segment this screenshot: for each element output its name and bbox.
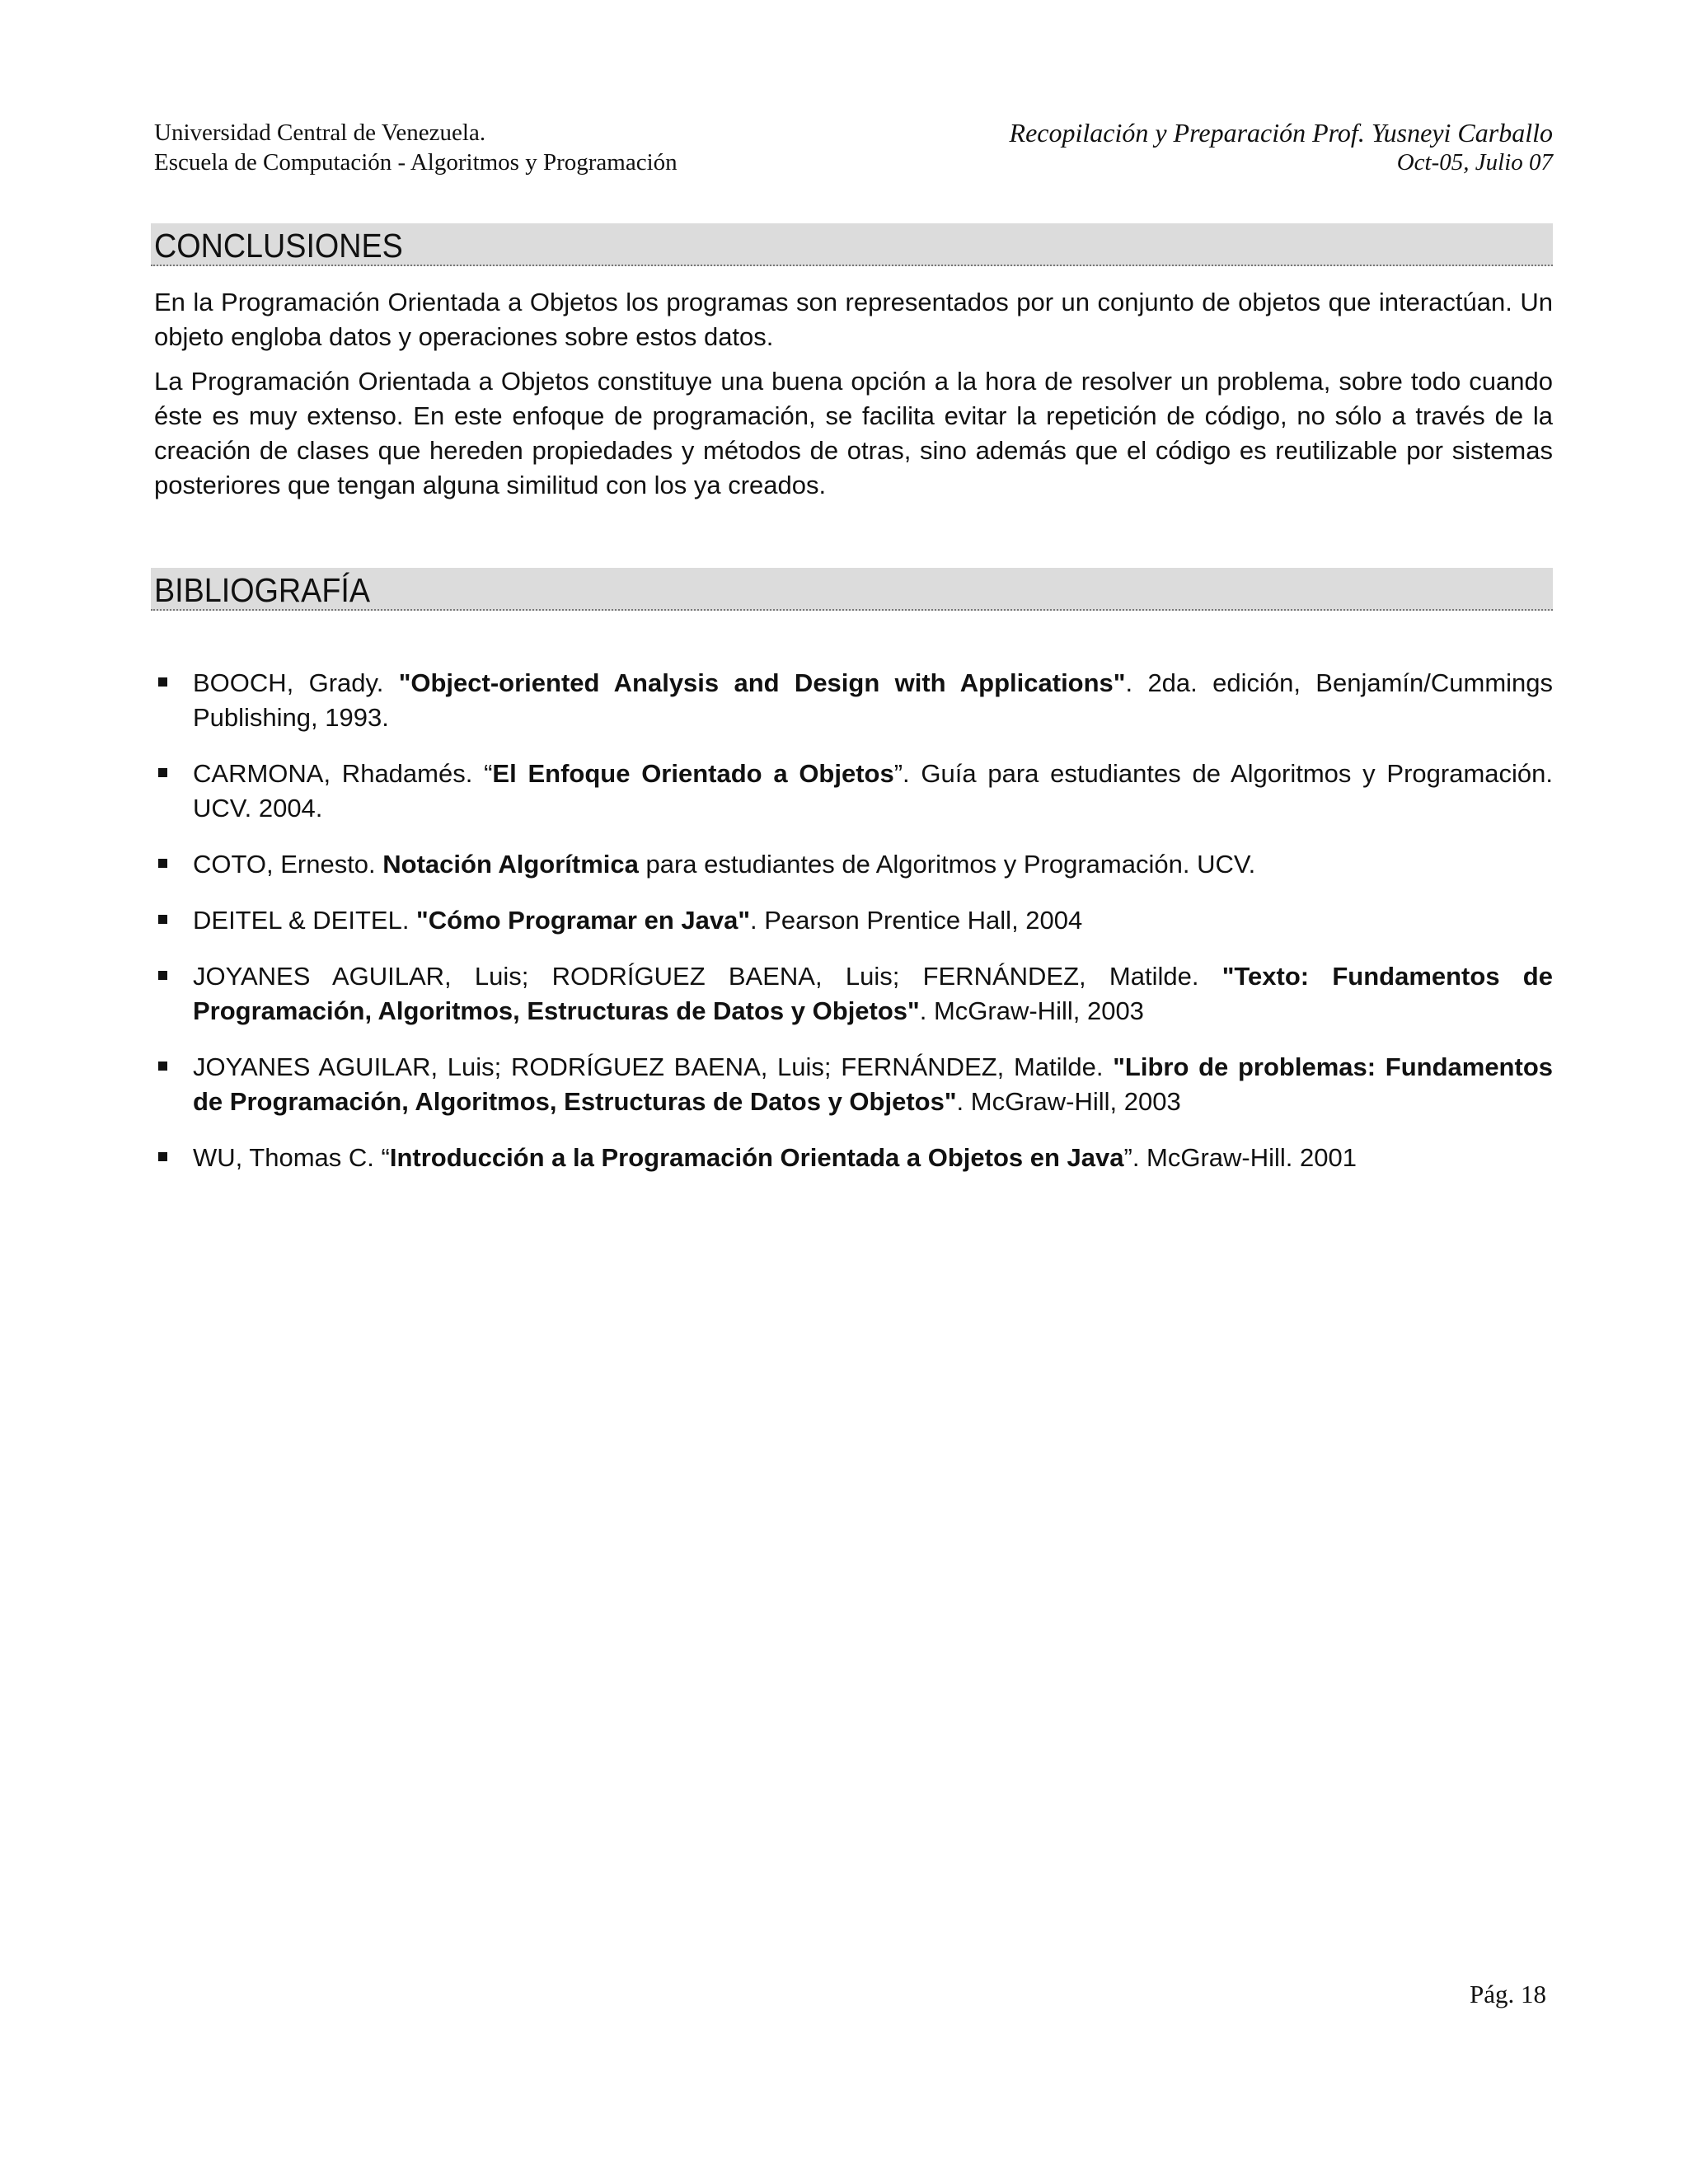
bibliography-title: El Enfoque Orientado a Objetos xyxy=(492,759,894,788)
bibliography-title: Introducción a la Programación Orientada a Objetos en Java xyxy=(389,1143,1124,1172)
header-university: Universidad Central de Venezuela. xyxy=(154,120,486,146)
conclusiones-heading-text: CONCLUSIONES xyxy=(154,227,403,265)
bibliography-title: "Cómo Programar en Java" xyxy=(416,906,751,935)
bibliography-title: Notación Algorítmica xyxy=(382,850,639,879)
bibliography-item: WU, Thomas C. “Introducción a la Programación Orientada a Objetos en Java”. McGraw-Hill. 2001 xyxy=(154,1141,1553,1175)
bullet-square-icon xyxy=(158,915,167,924)
bibliography-title: "Libro de problemas: Fundamentos de Programación, Algoritmos, Estructuras de Datos y Objetos" xyxy=(193,1052,1553,1116)
bibliography-item: CARMONA, Rhadamés. “El Enfoque Orientado a Objetos”. Guía para estudiantes de Algoritmos y Programación. UCV. 2004. xyxy=(154,757,1553,826)
bullet-square-icon xyxy=(158,677,167,687)
conclusiones-paragraph-1: En la Programación Orientada a Objetos los programas son representados por un conjunto de objetos que interactúan. Un objeto engloba datos y operaciones sobre estos datos. xyxy=(154,288,1553,351)
conclusiones-paragraph-2: La Programación Orientada a Objetos constituye una buena opción a la hora de resolver un problema, sobre todo cuando éste es muy extenso. En este enfoque de programación, se facilita evitar la repetición de código, no sólo a través de la creación de clases que hereden propiedades y métodos de otras, sino además que el código es reutilizable por sistemas posteriores que tengan alguna similitud con los ya creados. xyxy=(154,367,1553,499)
conclusiones-body xyxy=(154,285,1553,503)
conclusiones-heading xyxy=(151,223,1553,266)
bibliography-list xyxy=(154,666,1553,1197)
bibliography-item: COTO, Ernesto. Notación Algorítmica para estudiantes de Algoritmos y Programación. UCV. xyxy=(154,847,1553,882)
bibliography-title: "Texto: Fundamentos de Programación, Algoritmos, Estructuras de Datos y Objetos" xyxy=(193,962,1553,1025)
bullet-square-icon xyxy=(158,971,167,980)
page-number: Pág. 18 xyxy=(1470,1980,1546,2008)
bibliography-item: JOYANES AGUILAR, Luis; RODRÍGUEZ BAENA, Luis; FERNÁNDEZ, Matilde. "Libro de problemas: Fundamentos de Programación, Algoritmos, Estructuras de Datos y Objetos". McGraw-Hill, 2003 xyxy=(154,1050,1553,1119)
bibliography-title: "Object-oriented Analysis and Design with Applications" xyxy=(398,668,1126,697)
header-right xyxy=(1010,118,1553,177)
bullet-square-icon xyxy=(158,1062,167,1071)
bullet-square-icon xyxy=(158,768,167,777)
header-school-course: Escuela de Computación - Algoritmos y Programación xyxy=(154,149,678,176)
header-date: Oct-05, Julio 07 xyxy=(1396,149,1553,176)
bibliography-item: DEITEL & DEITEL. "Cómo Programar en Java". Pearson Prentice Hall, 2004 xyxy=(154,903,1553,938)
bibliography-item: JOYANES AGUILAR, Luis; RODRÍGUEZ BAENA, Luis; FERNÁNDEZ, Matilde. "Texto: Fundamentos de Programación, Algoritmos, Estructuras de Datos y Objetos". McGraw-Hill, 2003 xyxy=(154,959,1553,1029)
bibliografia-heading xyxy=(151,568,1553,611)
header-left xyxy=(154,118,678,177)
bullet-square-icon xyxy=(158,859,167,868)
bullet-square-icon xyxy=(158,1152,167,1161)
bibliografia-heading-text: BIBLIOGRAFÍA xyxy=(154,571,371,609)
bibliography-item: BOOCH, Grady. "Object-oriented Analysis and Design with Applications". 2da. edición, Benjamín/Cummings Publishing, 1993. xyxy=(154,666,1553,735)
header-author: Recopilación y Preparación Prof. Yusneyi Carballo xyxy=(1009,118,1553,148)
